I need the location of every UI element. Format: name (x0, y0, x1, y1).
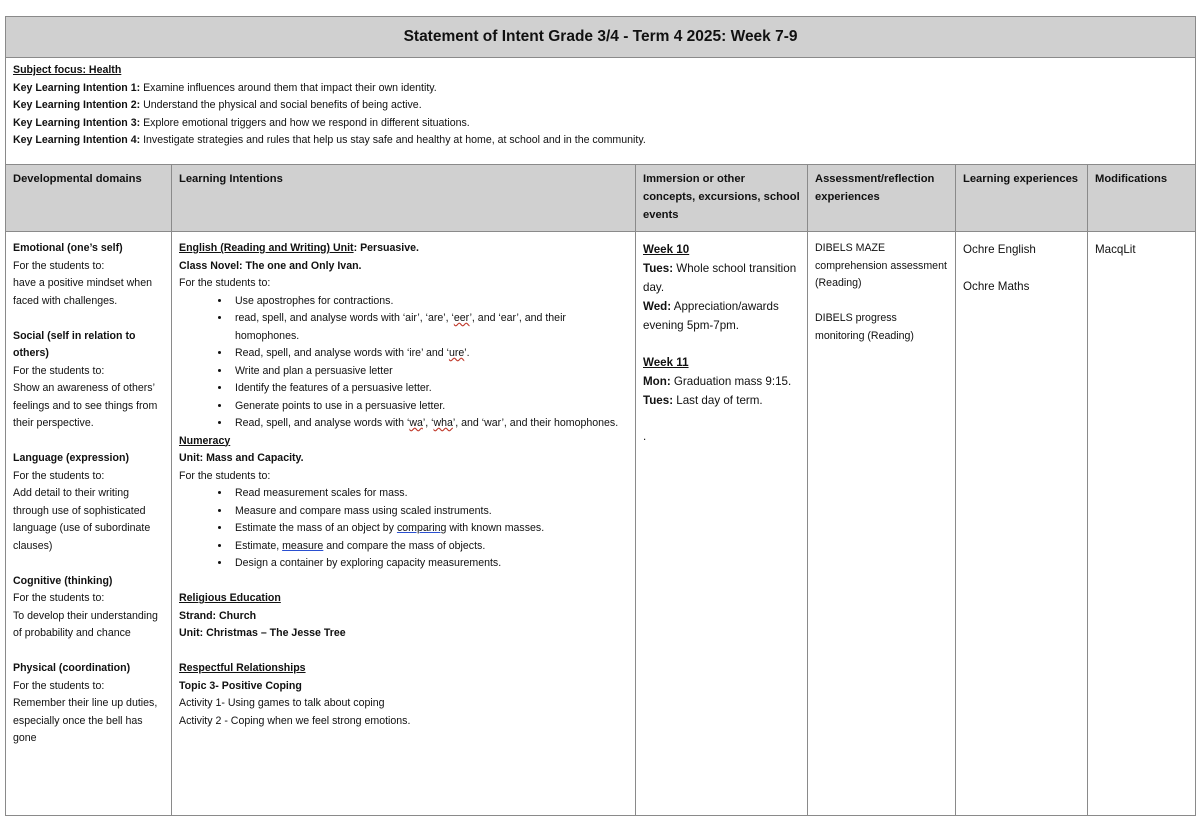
religious-strand: Strand: Church (179, 609, 257, 622)
content-row (6, 232, 1196, 816)
key-intention-1: Key Learning Intention 1: Examine influences around them that impact their own identity. (13, 81, 437, 94)
key-intention-3: Key Learning Intention 3: Explore emotional triggers and how we respond in different situations. (13, 116, 470, 129)
list-item: • Write and plan a persuasive letter (231, 363, 628, 381)
domain-language: Language (expression) For the students to: Add detail to their writing through use of sophisticated language (use of subordinate clauses) (13, 452, 151, 552)
list-item: • Estimate, measure and compare the mass of objects. (231, 538, 628, 556)
stray-dot: . (643, 430, 647, 443)
domain-social: Social (self in relation to others) For the students to: Show an awareness of others’ feelings and to see things from their perspective. (13, 329, 158, 429)
numeracy-for-students: For the students to: (179, 469, 271, 482)
experiences-cell (956, 232, 1088, 816)
respectful-topic: Topic 3- Positive Coping (179, 679, 302, 692)
list-item: • Identify the features of a persuasive letter. (231, 380, 628, 398)
english-unit: English (Reading and Writing) Unit: Persuasive. (179, 242, 419, 254)
key-intention-4: Key Learning Intention 4: Investigate strategies and rules that help us stay safe and healthy at home, at school and in the community. (13, 134, 646, 147)
english-bullets (179, 293, 628, 433)
experience-item-2: Ochre Maths (963, 279, 1030, 293)
header-experiences: Learning experiences (956, 165, 1088, 232)
week-10-heading: Week 10 (643, 243, 690, 256)
religious-unit: Unit: Christmas – The Jesse Tree (179, 627, 346, 639)
list-item: • Read, spell, and analyse words with ‘wa’, ‘wha’, and ‘war’, and their homophones. (231, 415, 628, 433)
header-intentions: Learning Intentions (172, 165, 636, 232)
modification-item-1: MacqLit (1095, 243, 1136, 256)
list-item: • read, spell, and analyse words with ‘air’, ‘are’, ‘eer’, and ‘ear’, and their homophones. (231, 310, 628, 345)
numeracy-unit: Unit: Mass and Capacity. (179, 452, 304, 464)
english-for-students: For the students to: (179, 277, 271, 289)
list-item: • Read measurement scales for mass. (231, 485, 628, 503)
tues-event: Tues: Whole school transition day. (643, 262, 797, 294)
document-title: Statement of Intent Grade 3/4 - Term 4 2025: Week 7-9 (6, 17, 1196, 58)
assessment-item-2: DIBELS progress monitoring (Reading) (815, 312, 914, 342)
intro-section (6, 58, 1196, 165)
respectful-heading: Respectful Relationships (179, 662, 306, 674)
class-novel: Class Novel: The one and Only Ivan. (179, 259, 362, 272)
assessment-item-1: DIBELS MAZE comprehension assessment (Reading) (815, 242, 947, 289)
header-domains: Developmental domains (6, 165, 172, 232)
respectful-activity-1: Activity 1- Using games to talk about coping (179, 697, 385, 709)
modifications-cell (1088, 232, 1196, 816)
domain-physical: Physical (coordination) For the students to: Remember their line up duties, especially once the bell has gone (13, 662, 158, 744)
list-item: • Read, spell, and analyse words with ‘ire’ and ‘ure’. (231, 345, 628, 363)
header-modifications: Modifications (1088, 165, 1196, 232)
key-intention-2: Key Learning Intention 2: Understand the physical and social benefits of being active. (13, 99, 422, 112)
list-item: • Design a container by exploring capacity measurements. (231, 555, 628, 573)
list-item: • Estimate the mass of an object by comparing with known masses. (231, 520, 628, 538)
numeracy-heading: Numeracy (179, 434, 231, 447)
assessment-cell (808, 232, 956, 816)
mon-event: Mon: Graduation mass 9:15. (643, 374, 792, 388)
list-item: • Use apostrophes for contractions. (231, 293, 628, 311)
intentions-cell (172, 232, 636, 816)
wed-event: Wed: Appreciation/awards evening 5pm-7pm. (643, 300, 779, 332)
numeracy-bullets (179, 485, 628, 573)
list-item: • Measure and compare mass using scaled instruments. (231, 503, 628, 521)
domain-cognitive: Cognitive (thinking) For the students to: To develop their understanding of probability and chance (13, 574, 158, 639)
domains-cell (6, 232, 172, 816)
list-item: • Generate points to use in a persuasive letter. (231, 398, 628, 416)
domain-emotional: Emotional (one’s self) For the students to: have a positive mindset when faced with challenges. (13, 242, 152, 307)
religious-heading: Religious Education (179, 592, 281, 604)
experience-item-1: Ochre English (963, 243, 1036, 256)
subject-focus: Subject focus: Health (13, 64, 122, 76)
immersion-cell (636, 232, 808, 816)
tues-last-day-event: Tues: Last day of term. (643, 393, 763, 407)
header-assessment: Assessment/reflection experiences (808, 165, 956, 232)
header-row (6, 165, 1196, 232)
respectful-activity-2: Activity 2 - Coping when we feel strong emotions. (179, 714, 411, 727)
statement-of-intent-document (5, 16, 1195, 816)
intent-table (5, 16, 1196, 816)
week-11-heading: Week 11 (643, 355, 689, 369)
header-immersion: Immersion or other concepts, excursions, school events (636, 165, 808, 232)
